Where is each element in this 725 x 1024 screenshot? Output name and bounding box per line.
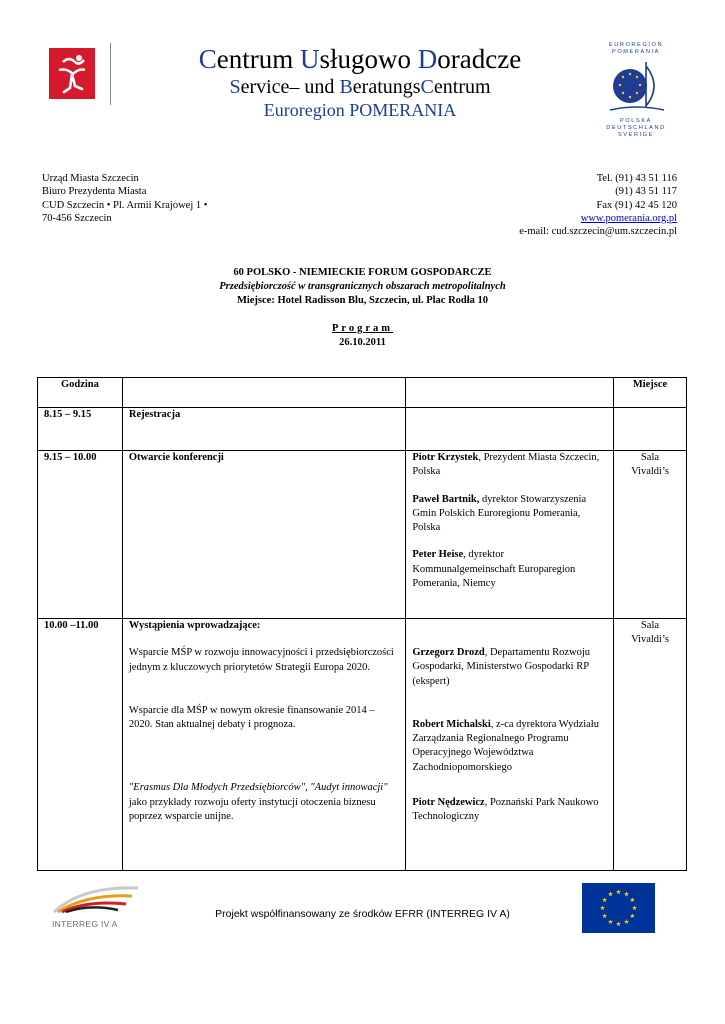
table-row [38, 451, 687, 619]
sender-address [42, 172, 207, 225]
header-divider [110, 43, 111, 105]
footer-funding-note: Projekt współfinansowany ze środków EFRR (INTERREG IV A) [215, 908, 510, 920]
eu-star [616, 921, 621, 926]
program-date: 26.10.2011 [339, 337, 386, 348]
speaker: Grzegorz Drozd, Departamentu Rozwoju Gospodarki, Ministerstwo Gospodarki RP (ekspert) [412, 647, 590, 687]
speaker: Robert Michalski, z-ca dyrektora Wydziału Zarządzania Regionalnego Programu Operacyjnego Województwa Zachodniopomorskiego [412, 718, 599, 773]
row-topic [122, 619, 405, 871]
logo-text-polska: POLSKA [620, 118, 652, 124]
contact-info [519, 172, 677, 238]
szczecin-logo [49, 48, 95, 99]
row-topic: Rejestracja [122, 408, 405, 451]
table-row [38, 408, 687, 451]
eu-star [600, 905, 605, 910]
header-speakers [406, 378, 614, 408]
speaker: Paweł Bartnik, dyrektor Stowarzyszenia Gmin Polskich Euroregionu Pomerania, Polska [412, 493, 587, 534]
sail-icon [604, 58, 668, 116]
row-time: 10.00 –11.00 [38, 619, 123, 871]
title-euroregion: Euroregion POMERANIA [263, 100, 457, 120]
eu-flag-icon [582, 883, 655, 933]
event-place: Miejsce: Hotel Radisson Blu, Szczecin, ul. Plac Rodła 10 [236, 295, 489, 306]
logo-text-sverige: SVERIGE [617, 132, 655, 138]
phone-1: Tel. (91) 43 51 116 [596, 173, 677, 184]
address-line: Biuro Prezydenta Miasta [42, 186, 147, 198]
speaker: Piotr Nędzewicz, Poznański Park Naukowo Technologiczny [412, 797, 599, 823]
schedule-table [37, 377, 687, 871]
event-title: 60 POLSKO - NIEMIECKIE FORUM GOSPODARCZE [233, 267, 492, 278]
logo-text-euroregion: EUROREGION [608, 42, 664, 48]
speaker: Peter Heise, dyrektor Kommunalgemeinschaft Europaregion Pomerania, Niemcy [412, 549, 576, 590]
logo-text-deutschland: DEUTSCHLAND [606, 125, 666, 131]
row-speakers [406, 619, 614, 871]
table-header-row [38, 378, 687, 408]
euroregion-pomerania-logo [598, 42, 674, 142]
program-header [0, 322, 725, 350]
eu-star [602, 897, 607, 902]
eu-star [624, 892, 629, 897]
eu-star [632, 905, 637, 910]
eu-star [630, 913, 635, 918]
header-title [130, 44, 590, 121]
program-label: Program [331, 323, 394, 334]
header-time: Godzina [38, 378, 123, 408]
fax: Fax (91) 42 45 120 [596, 199, 677, 211]
address-line: CUD Szczecin • Pl. Armii Krajowej 1 • [42, 199, 208, 211]
event-header [0, 266, 725, 308]
row-place [614, 408, 687, 451]
row-speakers [406, 408, 614, 451]
logo-text-pomerania: POMERANIA [612, 49, 660, 55]
row-place: Sala Vivaldi’s [614, 619, 687, 871]
row-time: 8.15 – 9.15 [38, 408, 123, 451]
eu-star [630, 897, 635, 902]
email: e-mail: cud.szczecin@um.szczecin.pl [519, 226, 677, 238]
address-line: Urząd Miasta Szczecin [42, 173, 139, 184]
row-time: 9.15 – 10.00 [38, 451, 123, 619]
address-line: 70-456 Szczecin [42, 212, 112, 224]
row-topic: Otwarcie konferencji [122, 451, 405, 619]
row-place: Sala Vivaldi’s [614, 451, 687, 619]
interreg-label: INTERREG IV A [52, 919, 118, 929]
eu-star [602, 913, 607, 918]
interreg-logo [52, 882, 140, 932]
header-topic [122, 378, 405, 408]
talk-title: Wsparcie dla MŚP w nowym okresie finansowanie 2014 – 2020. Stan aktualnej debaty i prognoza. [128, 704, 375, 731]
title-german: Service– und BeratungsCentrum [229, 76, 491, 98]
row-speakers [406, 451, 614, 619]
title-polish: Centrum Usługowo Doradcze [198, 44, 522, 74]
talk-title: Wsparcie MŚP w rozwoju innowacyjności i przedsiębiorczości jednym z kluczowych priorytetów Strategii Europa 2020. [128, 647, 394, 673]
eu-star [616, 889, 621, 894]
eu-star [624, 919, 629, 924]
talk-title: "Erasmus Dla Młodych Przedsiębiorców", "Audyt innowacji" jako przykłady rozwoju oferty instytucji otoczenia biznesu poprzez wsparcie unijne. [128, 782, 388, 823]
header-place: Miejsce [614, 378, 687, 408]
table-row [38, 619, 687, 871]
website-link[interactable]: www.pomerania.org.pl [580, 212, 677, 224]
eu-star [608, 892, 613, 897]
event-subtitle: Przedsiębiorczość w transgranicznych obszarach metropolitalnych [219, 281, 506, 292]
phone-2: (91) 43 51 117 [615, 186, 677, 198]
eu-star [608, 919, 613, 924]
topic-heading: Wystąpienia wprowadzające: [128, 620, 261, 631]
speaker: Piotr Krzystek, Prezydent Miasta Szczecin, Polska [412, 452, 600, 478]
